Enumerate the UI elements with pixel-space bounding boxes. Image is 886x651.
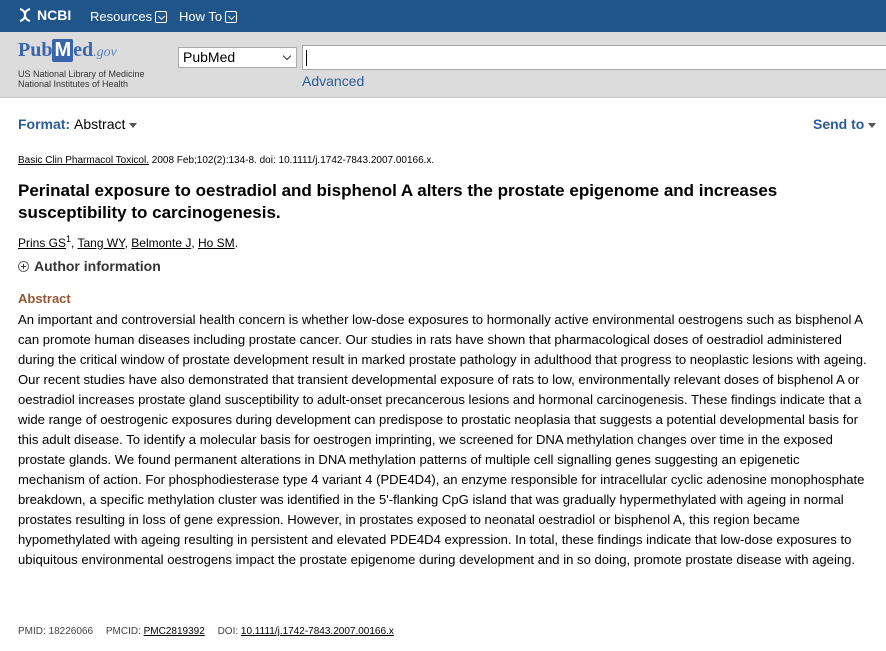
chevron-down-icon	[155, 11, 167, 23]
author-information-toggle[interactable]	[18, 258, 161, 274]
logo-pub: Pub	[18, 39, 53, 61]
send-to-label: Send to	[813, 116, 865, 132]
logo-gov: .gov	[93, 45, 117, 60]
expand-plus-icon	[18, 261, 29, 272]
citation-line	[18, 155, 434, 166]
identifier-line	[18, 626, 394, 637]
doi-label: DOI:	[217, 626, 239, 637]
caret-down-icon	[868, 123, 876, 128]
advanced-search-link[interactable]: Advanced	[302, 73, 365, 89]
pmid-label: PMID:	[18, 626, 46, 637]
author-link[interactable]: Ho SM	[198, 236, 235, 250]
pmcid-label: PMCID:	[105, 626, 141, 637]
resources-menu[interactable]	[90, 9, 167, 24]
database-select-value: PubMed	[183, 49, 236, 65]
author-list: Prins $GS^1$, Tang WY, Belmonte J, Ho SM.	[18, 234, 239, 250]
howto-label: How To	[179, 9, 223, 24]
format-menu[interactable]	[18, 116, 137, 132]
pmcid-link[interactable]: PMC2819392	[143, 626, 205, 637]
abstract-heading: Abstract	[18, 291, 71, 306]
text-caret	[306, 50, 307, 66]
abstract-text: An important and controversial health concern is whether low-dose exposures to hormonally active environmental oestrogens such as bisphenol A can promote human diseases including prostate cancer. Our studies in rats have shown that pharmacological doses of oestradiol administered during the critical window of prostate development result in marked prostate pathology in adulthood that progress to neoplastic lesions with ageing. Our recent studies have also demonstrated that transient developmental exposure of rats to low, environmentally relevant doses of bisphenol A or oestradiol increases prostate gland susceptibility to adult-onset precancerous lesions and hormonal carcinogenesis. These findings indicate that a wide range of oestrogenic exposures during development can predispose to prostatic neoplasia that suggests a potential developmental basis for this adult disease. To identify a molecular basis for oestrogen imprinting, we screened for DNA methylation changes over time in the exposed prostate glands. We found permanent alterations in DNA methylation patterns of multiple cell signalling genes suggesting an epigenetic mechanism of action. For phosphodiesterase type 4 variant 4 (PDE4D4), an enzyme responsible for intracellular cyclic adenosine monophosphate breakdown, a specific methylation cluster was identified in the 5'-flanking CpG island that was gradually hypermethylated with ageing in normal prostates resulting in loss of gene expression. However, in prostates exposed to neonatal oestradiol or bisphenol A, this region became hypomethylated with ageing resulting in persistent and elevated PDE4D4 expression. In total, these findings indicate that low-dose exposures to ubiquitous environmental oestrogens impact the prostate epigenome during development and in so doing, promote prostate disease with ageing.	[18, 312, 867, 567]
database-select[interactable]	[178, 47, 297, 68]
journal-link[interactable]: Basic Clin Pharmacol Toxicol.	[18, 155, 149, 166]
nlm-line2[interactable]: National Institutes of Health	[18, 79, 129, 89]
logo-ed: ed	[73, 39, 94, 61]
pubmed-header	[0, 32, 886, 98]
chevron-down-icon	[225, 11, 237, 23]
howto-menu[interactable]	[179, 9, 237, 24]
send-to-menu[interactable]	[813, 116, 876, 132]
search-input[interactable]	[302, 45, 886, 70]
author-information-label: Author information	[34, 258, 161, 274]
format-value: Abstract	[74, 116, 126, 132]
ncbi-helix-icon	[17, 7, 33, 23]
format-label: Format:	[18, 116, 71, 132]
nlm-line1[interactable]: US National Library of Medicine	[18, 69, 145, 79]
citation-details: 2008 Feb;102(2):134-8. doi: 10.1111/j.1742-7843.2007.00166.x.	[148, 155, 435, 166]
article-title: Perinatal exposure to oestradiol and bisphenol A alters the prostate epigenome and increases susceptibility to carcinogenesis.	[18, 181, 778, 222]
pubmed-logo[interactable]	[18, 39, 117, 62]
caret-down-icon	[129, 123, 137, 128]
chevron-down-icon	[283, 52, 291, 60]
doi-link[interactable]: 10.1111/j.1742-7843.2007.00166.x	[240, 626, 394, 637]
pmid-value: 18226066	[48, 626, 94, 637]
author-affiliation-sup[interactable]: 1	[66, 234, 72, 244]
ncbi-logo-text: NCBI	[37, 7, 72, 23]
ncbi-logo[interactable]	[17, 7, 71, 23]
author-link[interactable]: Belmonte J	[131, 236, 192, 250]
resources-label: Resources	[90, 9, 153, 24]
logo-m: M	[54, 39, 72, 61]
ncbi-top-bar	[0, 0, 886, 32]
author-link[interactable]: Tang WY	[77, 236, 125, 250]
author-link[interactable]: Prins GS	[18, 236, 67, 250]
